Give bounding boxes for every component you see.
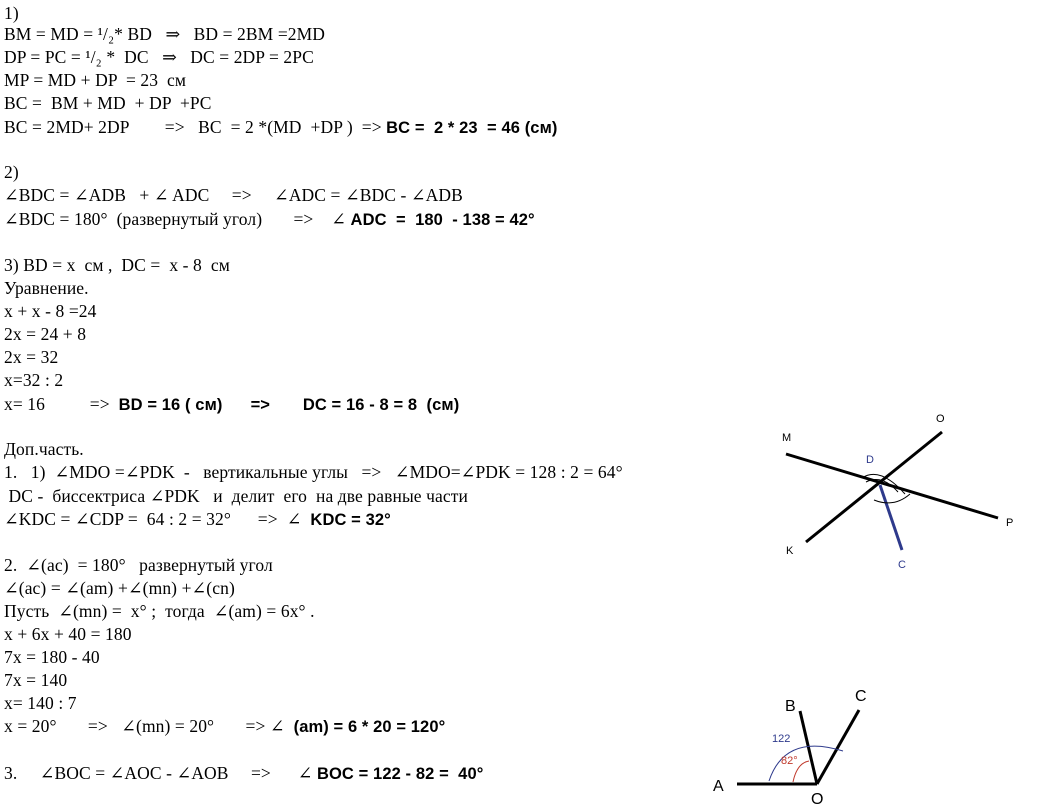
text-line [4, 693, 77, 714]
text-line [4, 462, 623, 483]
text-line-plain: x + x - 8 =24 [4, 301, 97, 321]
text-line [4, 255, 230, 276]
text-line-plain: BC = BM + MD + DP +PC [4, 93, 212, 113]
label-c: C [898, 559, 906, 571]
text-line [4, 370, 63, 391]
text-line [4, 324, 86, 345]
text-line [4, 716, 445, 737]
text-line [4, 486, 468, 507]
text-line-bold: BD = 16 ( см) => DC = 16 - 8 = 8 (см) [118, 396, 460, 414]
label-k: K [786, 545, 794, 557]
text-line [4, 670, 67, 691]
text-line-plain: ∠(ac) = ∠(am) +∠(mn) +∠(cn) [4, 578, 235, 598]
text-line-bold: BOC = 122 - 82 = 40° [316, 765, 484, 783]
text-line-plain: 1) [4, 3, 19, 23]
label-o2: O [811, 791, 824, 805]
text-line-bold: (am) = 6 * 20 = 120° [293, 718, 446, 736]
text-line [4, 555, 273, 576]
figure-angles-boc [705, 685, 885, 805]
line-ok [806, 432, 942, 542]
bisector-dc [880, 485, 902, 550]
text-line-plain: Уравнение. [4, 278, 89, 298]
text-line [4, 347, 58, 368]
text-line-bold: BC = 2 * 23 = 46 (см) [386, 119, 558, 137]
text-line [4, 624, 132, 645]
text-line-plain: BC = 2MD+ 2DP => BC = 2 *(MD +DP ) => [4, 117, 387, 137]
text-line [4, 601, 315, 622]
text-line-bold: KDC = 32° [310, 511, 391, 529]
text-line [4, 301, 97, 322]
text-line-plain: ∠BDC = ∠ADB + ∠ ADC => ∠ADC = ∠BDC - ∠ADB [4, 185, 463, 205]
text-line [4, 278, 89, 299]
text-line-bold: ADC = 180 - 138 = 42° [350, 211, 535, 229]
text-line-plain: x + 6x + 40 = 180 [4, 624, 132, 644]
label-m: M [782, 432, 792, 444]
text-line-plain: DP = PC = ¹/₂ * DC ⇒ DC = 2DP = 2PC [4, 47, 314, 67]
text-line [4, 439, 84, 460]
text-line-plain: BM = MD = ¹/₂* BD ⇒ BD = 2BM =2MD [4, 24, 326, 44]
text-line-plain: 2. ∠(ac) = 180° развернутый угол [4, 555, 273, 575]
label-p: P [1006, 517, 1014, 529]
label-122: 122 [772, 733, 791, 745]
label-b: B [785, 698, 796, 715]
text-line-plain: x= 140 : 7 [4, 693, 77, 713]
text-line [4, 578, 235, 599]
text-line-plain: MP = MD + DP = 23 см [4, 70, 187, 90]
text-line-plain: ∠BDC = 180° (развернутый угол) => ∠ [4, 209, 351, 229]
text-line-plain: Доп.часть. [4, 439, 84, 459]
text-line [4, 47, 314, 68]
label-a: A [713, 778, 724, 795]
label-o: O [936, 413, 945, 425]
text-line-plain: x= 16 => [4, 394, 119, 414]
text-line [4, 3, 19, 24]
text-line-plain: 2) [4, 162, 19, 182]
text-line-plain: 2x = 32 [4, 347, 59, 367]
text-line-plain: 7x = 180 - 40 [4, 647, 100, 667]
text-line-plain: 2x = 24 + 8 [4, 324, 87, 344]
text-line-plain: 3. ∠BOC = ∠AOC - ∠AOB => ∠ [4, 763, 317, 783]
text-line-plain: Пусть ∠(mn) = x° ; тогда ∠(am) = 6x° . [4, 601, 315, 621]
text-line [4, 763, 483, 784]
text-line-plain: 1. 1) ∠MDO =∠PDK - вертикальные углы => ∠MDO=∠PDK = 128 : 2 = 64° [4, 462, 623, 482]
text-line-plain: x=32 : 2 [4, 370, 64, 390]
text-line-plain: 3) BD = x см , DC = x - 8 см [4, 255, 230, 275]
text-line [4, 394, 459, 415]
label-82: 82° [781, 755, 798, 767]
label-c2: C [855, 688, 867, 705]
text-line [4, 647, 100, 668]
figure-intersecting-lines [770, 408, 1030, 578]
text-line-plain: x = 20° => ∠(mn) = 20° => ∠ [4, 716, 294, 736]
angle-arc-lower [874, 494, 910, 503]
text-line [4, 185, 463, 206]
text-line [4, 209, 535, 230]
text-line-plain: 7x = 140 [4, 670, 68, 690]
text-line [4, 70, 186, 91]
text-line-plain: DC - биссектриса ∠PDK и делит его на две равные части [4, 486, 468, 506]
text-line [4, 24, 325, 45]
text-line [4, 162, 19, 183]
text-line [4, 117, 557, 138]
text-line [4, 93, 212, 114]
text-line-plain: ∠KDC = ∠CDP = 64 : 2 = 32° => ∠ [4, 509, 311, 529]
text-line [4, 509, 391, 530]
label-d: D [866, 454, 874, 466]
